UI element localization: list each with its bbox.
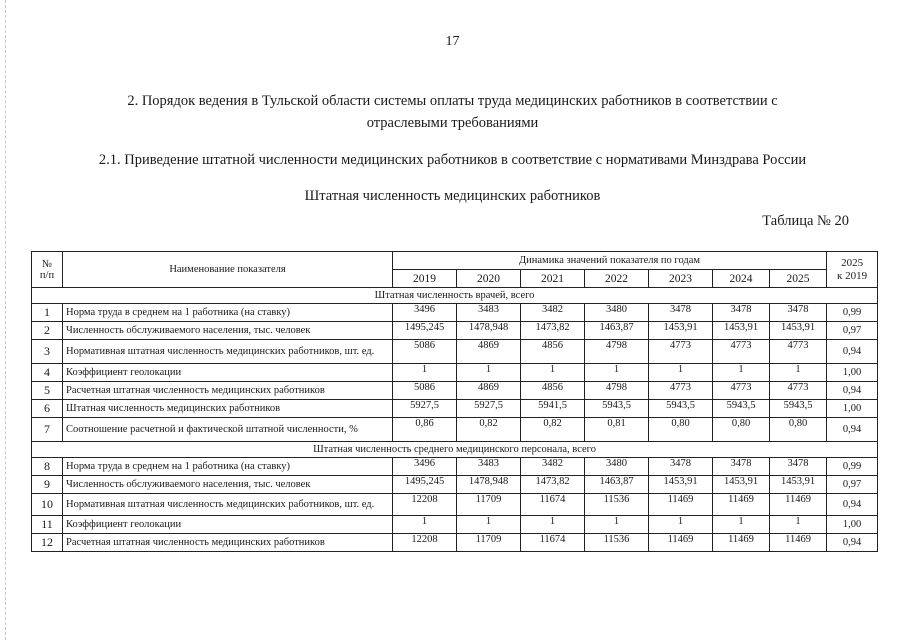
year-value: 0,82 <box>521 418 585 442</box>
year-value: 4869 <box>457 340 521 364</box>
year-value: 1 <box>521 516 585 534</box>
row-number: 7 <box>32 418 63 442</box>
year-value: 4798 <box>585 382 649 400</box>
table-label: Таблица № 20 <box>762 213 849 229</box>
section-row <box>32 288 878 304</box>
section-title: Штатная численность врачей, всего <box>32 288 878 304</box>
section-heading <box>0 90 905 134</box>
year-value: 3483 <box>457 304 521 322</box>
year-value: 5943,5 <box>713 400 770 418</box>
year-value: 3482 <box>521 304 585 322</box>
year-value: 3496 <box>393 458 457 476</box>
year-value: 0,80 <box>770 418 827 442</box>
row-number: 12 <box>32 534 63 552</box>
year-value: 5086 <box>393 382 457 400</box>
section-title: Штатная численность среднего медицинского персонала, всего <box>32 442 878 458</box>
year-value: 11709 <box>457 534 521 552</box>
ratio-value: 1,00 <box>827 364 878 382</box>
year-value: 3478 <box>713 458 770 476</box>
year-value: 4798 <box>585 340 649 364</box>
ratio-value: 0,99 <box>827 304 878 322</box>
year-value: 12208 <box>393 494 457 516</box>
ratio-value: 0,94 <box>827 340 878 364</box>
year-value: 1463,87 <box>585 476 649 494</box>
table-header <box>32 252 878 288</box>
table-row <box>32 400 878 418</box>
year-value: 0,80 <box>649 418 713 442</box>
year-value: 1453,91 <box>713 476 770 494</box>
year-value: 5943,5 <box>585 400 649 418</box>
year-value: 1453,91 <box>713 322 770 340</box>
table-body <box>32 288 878 552</box>
row-number: 10 <box>32 494 63 516</box>
ratio-value: 1,00 <box>827 516 878 534</box>
row-number: 8 <box>32 458 63 476</box>
row-number: 2 <box>32 322 63 340</box>
year-value: 5086 <box>393 340 457 364</box>
year-value: 1473,82 <box>521 476 585 494</box>
year-value: 11536 <box>585 494 649 516</box>
indicator-name: Соотношение расчетной и фактической штатной численности, % <box>63 418 393 442</box>
year-value: 11469 <box>713 494 770 516</box>
indicator-name: Коэффициент геолокации <box>63 364 393 382</box>
year-value: 11536 <box>585 534 649 552</box>
indicator-name: Нормативная штатная численность медицинских работников, шт. ед. <box>63 340 393 364</box>
ratio-value: 0,94 <box>827 494 878 516</box>
year-value: 1453,91 <box>649 322 713 340</box>
year-value: 1 <box>649 364 713 382</box>
year-value: 4773 <box>770 340 827 364</box>
table-row <box>32 418 878 442</box>
table-row <box>32 382 878 400</box>
year-value: 3478 <box>649 458 713 476</box>
row-number: 3 <box>32 340 63 364</box>
row-number: 4 <box>32 364 63 382</box>
header-year: 2023 <box>649 270 713 288</box>
year-value: 0,86 <box>393 418 457 442</box>
year-value: 1 <box>457 516 521 534</box>
indicator-name: Численность обслуживаемого населения, тыс. человек <box>63 322 393 340</box>
year-value: 5927,5 <box>393 400 457 418</box>
ratio-value: 0,99 <box>827 458 878 476</box>
page-number: 17 <box>445 34 460 49</box>
year-value: 1453,91 <box>770 322 827 340</box>
row-number: 6 <box>32 400 63 418</box>
year-value: 4773 <box>713 382 770 400</box>
year-value: 4856 <box>521 382 585 400</box>
year-value: 5943,5 <box>770 400 827 418</box>
year-value: 1 <box>521 364 585 382</box>
indicator-name: Численность обслуживаемого населения, тыс. человек <box>63 476 393 494</box>
indicator-name: Расчетная штатная численность медицинских работников <box>63 534 393 552</box>
header-num: № п/п <box>32 252 63 288</box>
year-value: 5943,5 <box>649 400 713 418</box>
indicator-name: Коэффициент геолокации <box>63 516 393 534</box>
year-value: 0,80 <box>713 418 770 442</box>
year-value: 3478 <box>770 458 827 476</box>
row-number: 1 <box>32 304 63 322</box>
year-value: 12208 <box>393 534 457 552</box>
year-value: 5941,5 <box>521 400 585 418</box>
year-value: 11469 <box>649 494 713 516</box>
header-ratio: 2025 к 2019 <box>827 252 878 288</box>
year-value: 3482 <box>521 458 585 476</box>
header-year: 2025 <box>770 270 827 288</box>
indicator-name: Нормативная штатная численность медицинских работников, шт. ед. <box>63 494 393 516</box>
ratio-value: 0,94 <box>827 382 878 400</box>
ratio-value: 0,97 <box>827 476 878 494</box>
year-value: 1495,245 <box>393 322 457 340</box>
table-row <box>32 476 878 494</box>
header-year: 2021 <box>521 270 585 288</box>
indicator-name: Штатная численность медицинских работников <box>63 400 393 418</box>
table-row <box>32 494 878 516</box>
year-value: 3483 <box>457 458 521 476</box>
table-row <box>32 340 878 364</box>
year-value: 4856 <box>521 340 585 364</box>
indicator-name: Норма труда в среднем на 1 работника (на ставку) <box>63 304 393 322</box>
year-value: 3478 <box>770 304 827 322</box>
year-value: 11469 <box>770 494 827 516</box>
header-year: 2020 <box>457 270 521 288</box>
year-value: 1 <box>713 364 770 382</box>
year-value: 3478 <box>649 304 713 322</box>
year-value: 4869 <box>457 382 521 400</box>
year-value: 0,82 <box>457 418 521 442</box>
subsection-heading: 2.1. Приведение штатной численности медицинских работников в соответствие с нормативами Минздрава России <box>98 152 807 168</box>
year-value: 5927,5 <box>457 400 521 418</box>
section-heading-line1: 2. Порядок ведения в Тульской области системы оплаты труда медицинских работников в соответствии с <box>127 93 778 109</box>
year-value: 1453,91 <box>649 476 713 494</box>
year-value: 1 <box>713 516 770 534</box>
year-value: 1 <box>393 516 457 534</box>
year-value: 11469 <box>713 534 770 552</box>
header-year: 2019 <box>393 270 457 288</box>
header-year: 2024 <box>713 270 770 288</box>
table-row <box>32 458 878 476</box>
year-value: 1478,948 <box>457 476 521 494</box>
table-row <box>32 322 878 340</box>
header-name: Наименование показателя <box>63 252 393 288</box>
year-value: 4773 <box>649 382 713 400</box>
year-value: 11674 <box>521 534 585 552</box>
year-value: 1463,87 <box>585 322 649 340</box>
year-value: 3496 <box>393 304 457 322</box>
year-value: 4773 <box>649 340 713 364</box>
year-value: 1 <box>585 364 649 382</box>
ratio-value: 0,94 <box>827 534 878 552</box>
year-value: 1453,91 <box>770 476 827 494</box>
year-value: 3480 <box>585 304 649 322</box>
header-dynamics: Динамика значений показателя по годам <box>393 252 827 270</box>
row-number: 11 <box>32 516 63 534</box>
year-value: 1 <box>585 516 649 534</box>
year-value: 1495,245 <box>393 476 457 494</box>
year-value: 3478 <box>713 304 770 322</box>
year-value: 1 <box>457 364 521 382</box>
table-row <box>32 534 878 552</box>
table-row <box>32 364 878 382</box>
section-row <box>32 442 878 458</box>
ratio-value: 1,00 <box>827 400 878 418</box>
year-value: 11469 <box>770 534 827 552</box>
year-value: 11469 <box>649 534 713 552</box>
table-row <box>32 516 878 534</box>
table-title: Штатная численность медицинских работников <box>304 188 601 204</box>
year-value: 1478,948 <box>457 322 521 340</box>
year-value: 1473,82 <box>521 322 585 340</box>
row-number: 9 <box>32 476 63 494</box>
year-value: 3480 <box>585 458 649 476</box>
year-value: 4773 <box>770 382 827 400</box>
header-year: 2022 <box>585 270 649 288</box>
staffing-table <box>31 251 878 552</box>
indicator-name: Расчетная штатная численность медицинских работников <box>63 382 393 400</box>
year-value: 1 <box>649 516 713 534</box>
year-value: 1 <box>770 516 827 534</box>
section-heading-line2: отраслевыми требованиями <box>366 115 539 131</box>
year-value: 1 <box>770 364 827 382</box>
ratio-value: 0,94 <box>827 418 878 442</box>
indicator-name: Норма труда в среднем на 1 работника (на ставку) <box>63 458 393 476</box>
year-value: 0,81 <box>585 418 649 442</box>
year-value: 1 <box>393 364 457 382</box>
year-value: 11674 <box>521 494 585 516</box>
row-number: 5 <box>32 382 63 400</box>
year-value: 11709 <box>457 494 521 516</box>
ratio-value: 0,97 <box>827 322 878 340</box>
table-row <box>32 304 878 322</box>
year-value: 4773 <box>713 340 770 364</box>
